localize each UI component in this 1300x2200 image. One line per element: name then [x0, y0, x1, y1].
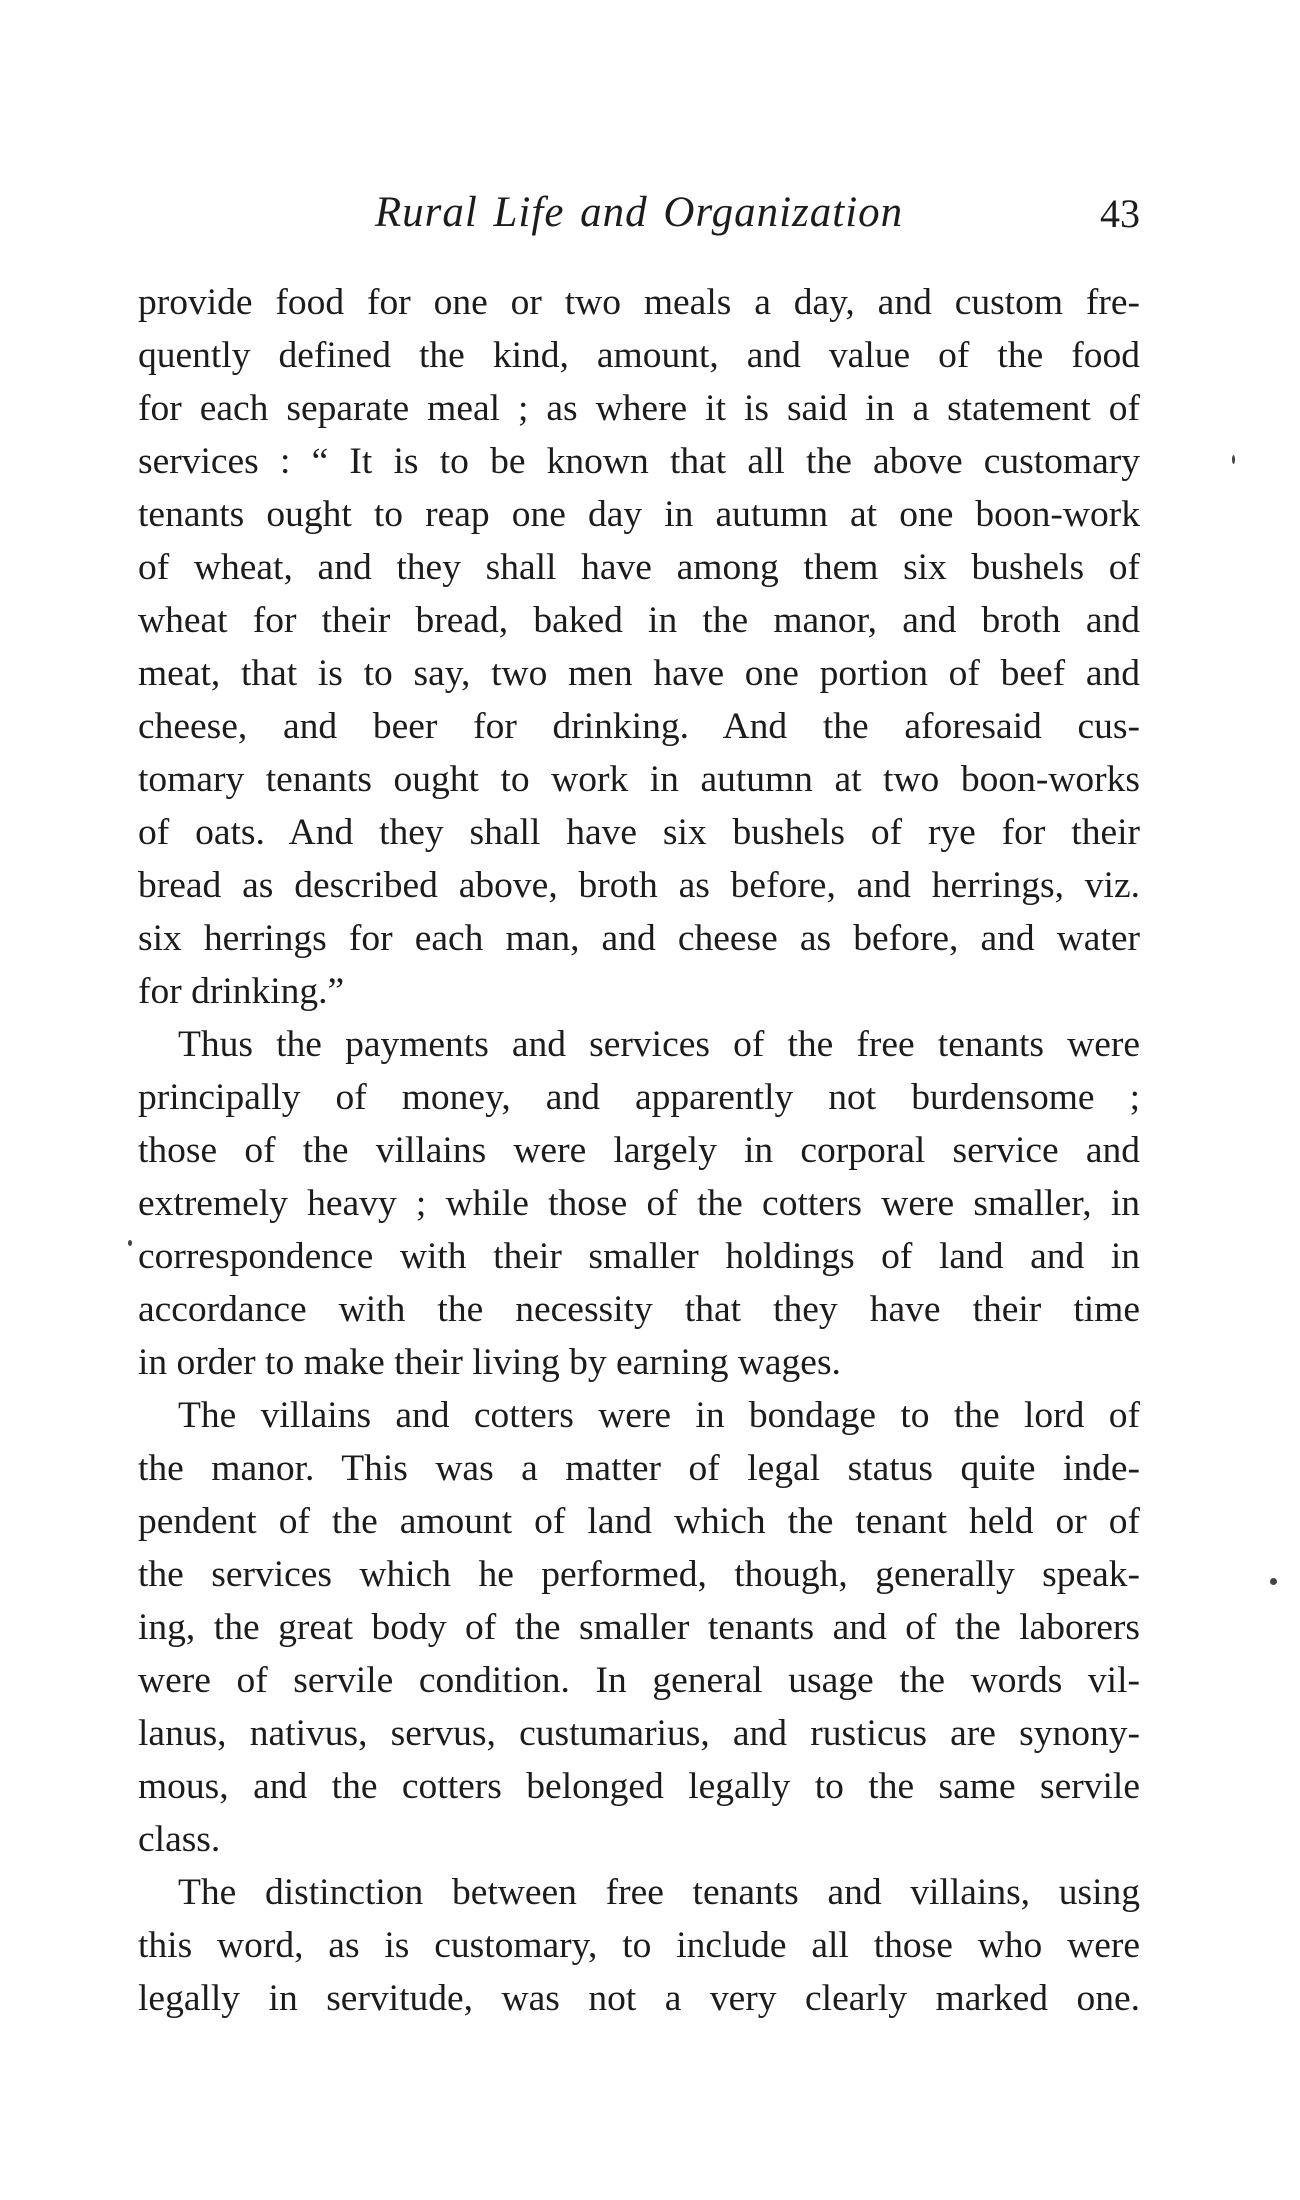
- running-title: Rural Life and Organization: [374, 189, 904, 236]
- paragraph-end-line: in order to make their living by earning wages.: [138, 1342, 841, 1383]
- scan-speck: [1232, 455, 1235, 464]
- text-line: six herrings for each man, and cheese as before, and water: [138, 918, 1140, 959]
- text-line: mous, and the cotters belonged legally to the same servile: [138, 1766, 1140, 1807]
- scan-speck: [128, 1240, 132, 1246]
- text-line: pendent of the amount of land which the tenant held or of: [138, 1501, 1140, 1542]
- paragraph-end-line: for drinking.”: [138, 971, 345, 1012]
- text-line: the manor. This was a matter of legal status quite inde-: [138, 1448, 1140, 1489]
- text-line: tomary tenants ought to work in autumn at two boon-works: [138, 759, 1140, 800]
- text-line: accordance with the necessity that they have their time: [138, 1289, 1140, 1330]
- paragraph-start-line: The distinction between free tenants and villains, using: [178, 1872, 1140, 1913]
- text-line: lanus, nativus, servus, custumarius, and rusticus are synony-: [138, 1713, 1140, 1754]
- text-line: services : “ It is to be known that all the above customary: [138, 441, 1140, 482]
- text-line: provide food for one or two meals a day, and custom fre-: [138, 282, 1140, 323]
- text-line: wheat for their bread, baked in the manor, and broth and: [138, 600, 1140, 641]
- text-line: ing, the great body of the smaller tenants and of the laborers: [138, 1607, 1140, 1648]
- text-line: correspondence with their smaller holdings of land and in: [138, 1236, 1140, 1277]
- text-line: principally of money, and apparently not burdensome ;: [138, 1077, 1140, 1118]
- text-line: for each separate meal ; as where it is said in a statement of: [138, 388, 1140, 429]
- text-line: meat, that is to say, two men have one portion of beef and: [138, 653, 1140, 694]
- paragraph-start-line: Thus the payments and services of the free tenants were: [178, 1024, 1140, 1065]
- text-line: cheese, and beer for drinking. And the aforesaid cus-: [138, 706, 1140, 747]
- running-header: [138, 188, 1140, 248]
- text-line: of wheat, and they shall have among them six bushels of: [138, 547, 1140, 588]
- paragraph-end-line: class.: [138, 1819, 221, 1860]
- paragraph-start-line: The villains and cotters were in bondage to the lord of: [178, 1395, 1140, 1436]
- text-line: bread as described above, broth as before, and herrings, viz.: [138, 865, 1140, 906]
- text-line: legally in servitude, was not a very clearly marked one.: [138, 1978, 1140, 2019]
- text-line: tenants ought to reap one day in autumn at one boon-work: [138, 494, 1140, 535]
- text-line: those of the villains were largely in corporal service and: [138, 1130, 1140, 1171]
- text-line: the services which he performed, though, generally speak-: [138, 1554, 1140, 1595]
- text-line: extremely heavy ; while those of the cotters were smaller, in: [138, 1183, 1140, 1224]
- text-line: of oats. And they shall have six bushels of rye for their: [138, 812, 1140, 853]
- scan-speck: [1270, 1578, 1277, 1585]
- text-line: this word, as is customary, to include all those who were: [138, 1925, 1140, 1966]
- page-number: 43: [1100, 191, 1140, 236]
- text-line: were of servile condition. In general usage the words vil-: [138, 1660, 1140, 1701]
- body-text: [138, 276, 1140, 2025]
- text-line: quently defined the kind, amount, and value of the food: [138, 335, 1140, 376]
